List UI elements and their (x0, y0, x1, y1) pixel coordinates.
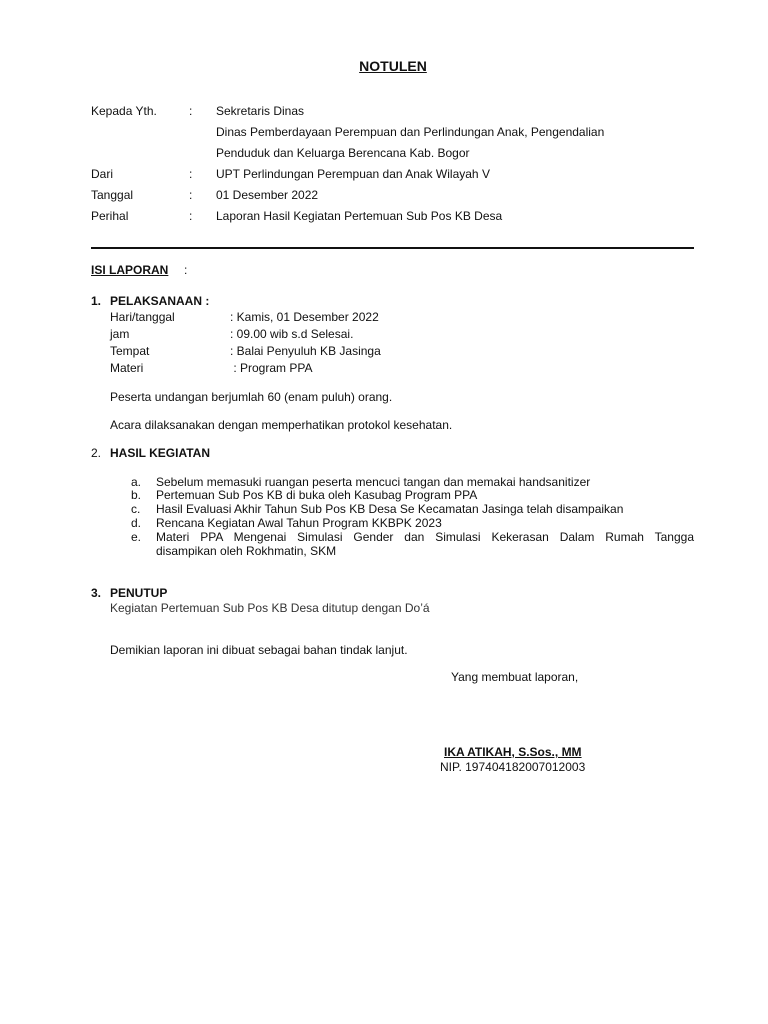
pelaksanaan-label-materi: Materi (110, 361, 144, 375)
hasil-item-d-letter: d. (131, 516, 142, 530)
hasil-number: 2. (91, 446, 102, 460)
closing-paragraph: Demikian laporan ini dibuat sebagai bahan tindak lanjut. (110, 643, 408, 657)
pelaksanaan-label-tempat: Tempat (110, 344, 150, 358)
hasil-item-c-letter: c. (131, 502, 141, 516)
tanggal-value: 01 Desember 2022 (216, 188, 319, 202)
hasil-item-d-text: Rencana Kegiatan Awal Tahun Program KKBPK 2023 (156, 516, 442, 530)
pelaksanaan-number: 1. (91, 294, 102, 308)
kepada-colon: : (189, 104, 193, 118)
pelaksanaan-value-materi: : Program PPA (230, 361, 313, 375)
tanggal-colon: : (189, 188, 193, 202)
kepada-line-3: Penduduk dan Keluarga Berencana Kab. Bogor (216, 146, 470, 160)
isi-laporan-heading: ISI LAPORAN (91, 263, 169, 277)
kepada-label: Kepada Yth. (91, 104, 157, 118)
pelaksanaan-label-hari: Hari/tanggal (110, 310, 175, 324)
header-divider (91, 247, 694, 249)
pelaksanaan-value-tempat: : Balai Penyuluh KB Jasinga (230, 344, 381, 358)
perihal-label: Perihal (91, 209, 129, 223)
dari-value: UPT Perlindungan Perempuan dan Anak Wilayah V (216, 167, 490, 181)
hasil-item-e-letter: e. (131, 530, 142, 544)
acara-paragraph: Acara dilaksanakan dengan memperhatikan protokol kesehatan. (110, 418, 453, 432)
hasil-item-e-text-line2: disampikan oleh Rokhmatin, SKM (156, 544, 337, 558)
pelaksanaan-label-jam: jam (110, 327, 130, 341)
document-title: NOTULEN (359, 58, 427, 74)
hasil-item-e-text: Materi PPA Mengenai Simulasi Gender dan Simulasi Kekerasan Dalam Rumah Tangga (156, 530, 694, 544)
pelaksanaan-heading: PELAKSANAAN : (110, 294, 210, 308)
tanggal-label: Tanggal (91, 188, 134, 202)
hasil-heading: HASIL KEGIATAN (110, 446, 211, 460)
kepada-line-1: Sekretaris Dinas (216, 104, 305, 118)
pelaksanaan-value-hari: : Kamis, 01 Desember 2022 (230, 310, 379, 324)
dari-colon: : (189, 167, 193, 181)
hasil-item-b-letter: b. (131, 488, 142, 502)
signature-nip: NIP. 197404182007012003 (440, 760, 586, 774)
hasil-item-b-text: Pertemuan Sub Pos KB di buka oleh Kasubag Program PPA (156, 488, 478, 502)
signature-caption: Yang membuat laporan, (451, 670, 579, 684)
penutup-number: 3. (91, 586, 102, 600)
signature-name: IKA ATIKAH, S.Sos., MM (444, 745, 582, 759)
kepada-line-2: Dinas Pemberdayaan Perempuan dan Perlindungan Anak, Pengendalian (216, 125, 605, 139)
perihal-value: Laporan Hasil Kegiatan Pertemuan Sub Pos KB Desa (216, 209, 503, 223)
hasil-item-c-text: Hasil Evaluasi Akhir Tahun Sub Pos KB Desa Se Kecamatan Jasinga telah disampaikan (156, 502, 624, 516)
penutup-text: Kegiatan Pertemuan Sub Pos KB Desa ditutup dengan Do’á (110, 601, 430, 615)
isi-laporan-colon: : (184, 263, 188, 277)
dari-label: Dari (91, 167, 114, 181)
penutup-heading: PENUTUP (110, 586, 168, 600)
hasil-item-a-text: Sebelum memasuki ruangan peserta mencuci tangan dan memakai handsanitizer (156, 475, 591, 489)
hasil-item-a-letter: a. (131, 475, 142, 489)
pelaksanaan-value-jam: : 09.00 wib s.d Selesai. (230, 327, 354, 341)
perihal-colon: : (189, 209, 193, 223)
peserta-paragraph: Peserta undangan berjumlah 60 (enam puluh) orang. (110, 390, 393, 404)
